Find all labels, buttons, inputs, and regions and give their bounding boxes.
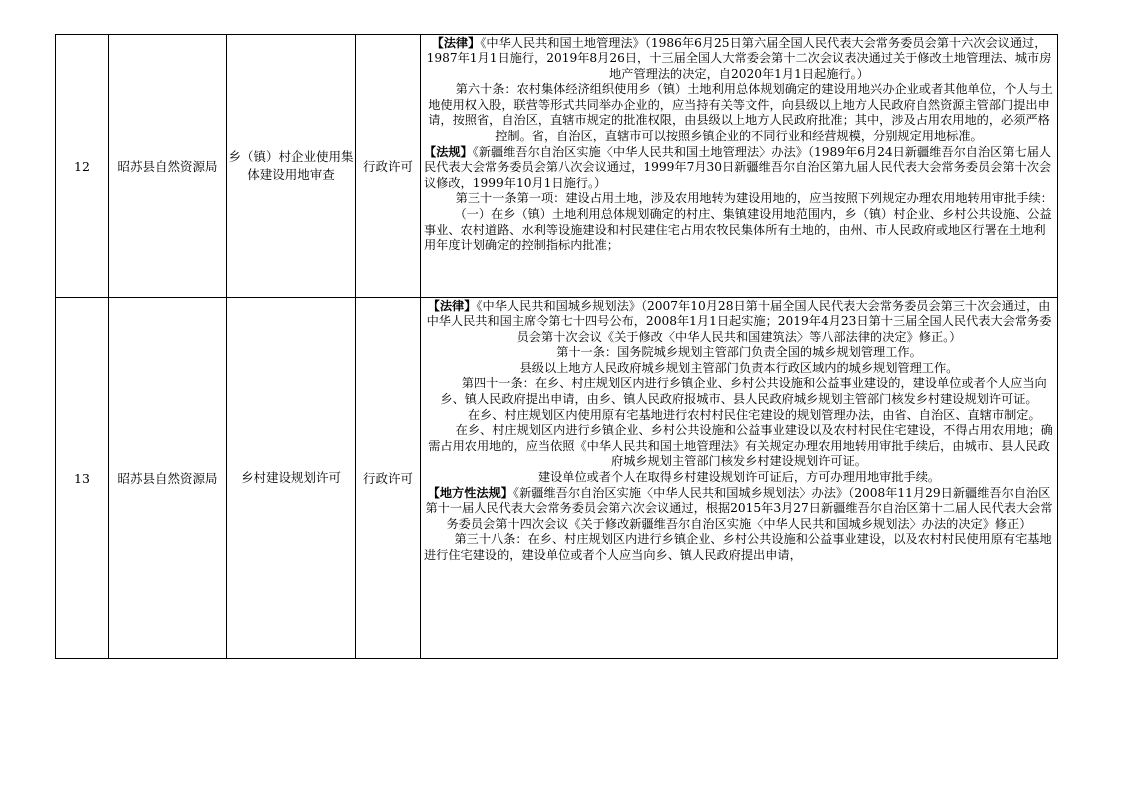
basis-paragraph	[424, 36, 1054, 83]
department-cell: 昭苏县自然资源局	[109, 298, 227, 659]
basis-text: 《新疆维吾尔自治区实施〈中华人民共和国土地管理法〉办法》（1989年6月24日新疆维吾尔自治区第七届人民代表大会常务委员会第八次会议通过，1999年7月30日新疆维吾尔自治区第九届人民代表大会常务委员会第十次会议修改，1999年10月1日施行。）	[424, 144, 1052, 190]
permit-table	[55, 34, 1058, 659]
basis-text: 第三十八条：在乡、村庄规划区内进行乡镇企业、乡村公共设施和公益事业建设，以及农村村民使用原有宅基地进行住宅建设的，建设单位或者个人应当向乡、镇人民政府提出申请，	[424, 532, 1052, 562]
basis-paragraph	[424, 191, 1054, 207]
basis-tag: 【地方性法规】	[427, 485, 513, 500]
permit-type-cell: 行政许可	[356, 298, 421, 659]
basis-paragraph	[424, 145, 1054, 192]
basis-text: 第四十一条：在乡、村庄规划区内进行乡镇企业、乡村公共设施和公益事业建设的，建设单位或者个人应当向乡、镇人民政府提出申请，由乡、镇人民政府报城市、县人民政府城乡规划主管部门核发乡村建设规划许可证。	[440, 376, 1047, 407]
item-name-cell: 乡（镇）村企业使用集体建设用地审查	[227, 35, 356, 298]
legal-basis-text	[424, 299, 1054, 658]
basis-text: 第六十条：农村集体经济组织使用乡（镇）土地利用总体规划确定的建设用地兴办企业或者其他单位，个人与土地使用权入股，联营等形式共同举办企业的，应当持有关等文件，向县级以上地方人民政府自然资源主管部门提出申请，按照省，自治区，直辖市规定的批准权限，由县级以上地方人民政府批准；其中，涉及占用农用地的，必须严格控制。省，自治区，直辖市可以按照乡镇企业的不同行业和经营规模，分别规定用地标准。	[428, 82, 1053, 144]
basis-paragraph	[424, 532, 1054, 563]
row-number: 12	[56, 35, 109, 298]
basis-paragraph	[424, 423, 1054, 470]
basis-text: 第三十一条第一项：建设占用土地，涉及农用地转为建设用地的，应当按照下列规定办理农用地转用审批手续：	[455, 191, 1053, 206]
basis-tag: 【法律】	[431, 35, 481, 50]
basis-text: （一）在乡（镇）土地利用总体规划确定的村庄、集镇建设用地范围内，乡（镇）村企业、乡村公共设施、公益事业、农村道路、水利等设施建设和村民建住宅占用农牧民集体所有土地的，由州、市人民政府或地区行署在土地利用年度计划确定的控制指标内批准；	[424, 207, 1052, 253]
legal-basis-cell	[421, 298, 1058, 659]
basis-paragraph	[424, 486, 1054, 533]
item-name-cell: 乡村建设规划许可	[227, 298, 356, 659]
permit-type-cell: 行政许可	[356, 35, 421, 298]
basis-paragraph	[424, 361, 1054, 377]
basis-text: 县级以上地方人民政府城乡规划主管部门负责本行政区域内的城乡规划管理工作。	[519, 360, 959, 375]
basis-text: 《中华人民共和国城乡规划法》（2007年10月28日第十届全国人民代表大会常务委员会第三十次会通过，由中华人民共和国主席令第七十四号公布，2008年1月1日起实施；2019年4月23日第十三届全国人民代表大会常务委员会第十次会议《关于修改〈中华人民共和国建筑法〉等八部法律的决定》修正。）	[426, 298, 1052, 344]
basis-paragraph	[424, 345, 1054, 361]
basis-text: 在乡、村庄规划区内使用原有宅基地进行农村村民住宅建设的规划管理办法，由省、自治区、直辖市制定。	[467, 407, 1041, 422]
basis-text: 第十一条：国务院城乡规划主管部门负责全国的城乡规划管理工作。	[556, 345, 922, 360]
basis-paragraph	[424, 470, 1054, 486]
department-cell: 昭苏县自然资源局	[109, 35, 227, 298]
basis-text: 建设单位或者个人在取得乡村建设规划许可证后，方可办理用地审批手续。	[537, 470, 941, 485]
table-row	[56, 35, 1058, 298]
basis-paragraph	[424, 376, 1054, 407]
legal-basis-text	[424, 36, 1054, 297]
basis-tag: 【法规】	[424, 144, 473, 159]
basis-paragraph	[424, 207, 1054, 254]
basis-text: 在乡、村庄规划区内进行乡镇企业、乡村公共设施和公益事业建设以及农村村民住宅建设，不得占用农用地；确需占用农用地的，应当依照《中华人民共和国土地管理法》有关规定办理农用地转用审批手续后，由城市、县人民政府城乡规划主管部门核发乡村建设规划许可证。	[428, 423, 1053, 469]
basis-tag: 【法律】	[427, 298, 477, 313]
legal-basis-cell	[421, 35, 1058, 298]
basis-paragraph	[424, 82, 1054, 144]
basis-paragraph	[424, 408, 1054, 424]
row-number: 13	[56, 298, 109, 659]
basis-text: 《新疆维吾尔自治区实施〈中华人民共和国城乡规划法〉办法》（2008年11月29日新疆维吾尔自治区第十一届人民代表大会常务委员会第六次会议通过，根据2015年3月27日新疆维吾尔自治区第十二届人民代表大会常务委员会第十四次会议《关于修改新疆维吾尔自治区实施〈中华人民共和国城乡规划法〉办法的决定》修正）	[425, 485, 1053, 531]
basis-text: 《中华人民共和国土地管理法》（1986年6月25日第六届全国人民代表大会常务委员会第十六次会议通过，1987年1月1日施行，2019年8月26日，十三届全国人大常委会第十二次会议表决通过关于修改土地管理法、城市房地产管理法的决定，自2020年1月1日起施行。）	[426, 35, 1052, 81]
basis-paragraph	[424, 299, 1054, 346]
table-row	[56, 298, 1058, 659]
